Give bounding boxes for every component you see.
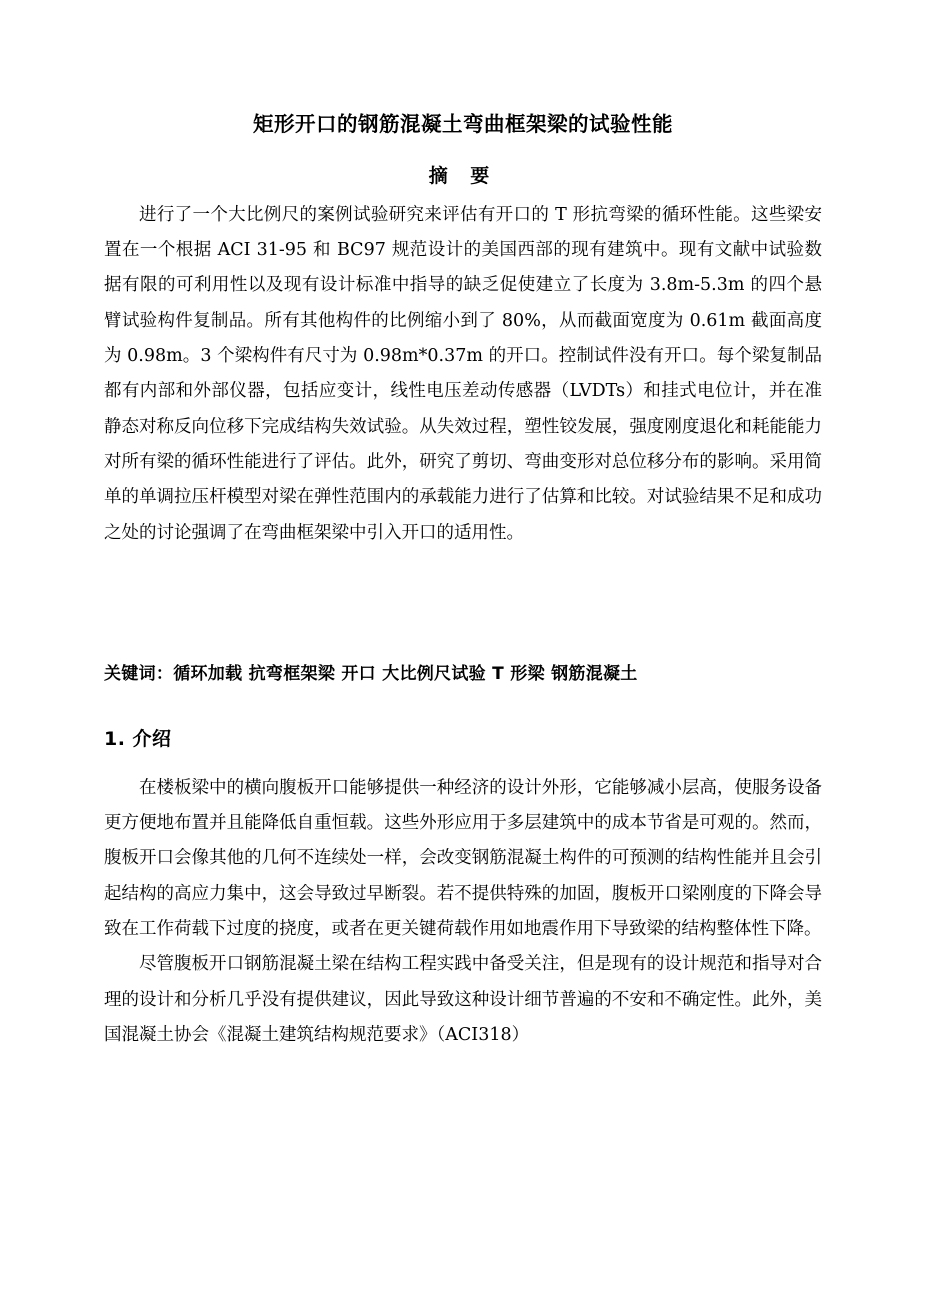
- abstract-heading: 摘 要: [428, 164, 498, 187]
- abstract-paragraph: 进行了一个大比例尺的案例试验研究来评估有开口的 T 形抗弯梁的循环性能。这些梁安置在一个根据 ACI 31-95 和 BC97 规范设计的美国西部的现有建筑中。现有文献中试验数据有限的可利用性以及现有设计标准中指导的缺乏促使建立了长度为 3.8m-5.3m 的四个悬臂试验构件复制品。所有其他构件的比例缩小到了 80%，从而截面宽度为 0.61m 截面高度为 0.98m。3 个梁构件有尺寸为 0.98m*0.37m 的开口。控制试件没有开口。每个梁复制品都有内部和外部仪器，包括应变计，线性电压差动传感器（LVDTs）和挂式电位计，并在准静态对称反向位移下完成结构失效试验。从失效过程，塑性铰发展，强度刚度退化和耗能能力对所有梁的循环性能进行了评估。此外，研究了剪切、弯曲变形对总位移分布的影响。采用简单的单调拉压杆模型对梁在弹性范围内的承载能力进行了估算和比较。对试验结果不足和成功之处的讨论强调了在弯曲框架梁中引入开口的适用性。: [104, 204, 822, 543]
- keywords-line: [104, 659, 822, 690]
- keywords-values: 循环加载 抗弯框架梁 开口 大比例尺试验 T 形梁 钢筋混凝土: [173, 664, 638, 685]
- page-title: 矩形开口的钢筋混凝土弯曲框架梁的试验性能: [253, 112, 673, 136]
- section-1-paragraph-2: 尽管腹板开口钢筋混凝土梁在结构工程实践中备受关注，但是现有的设计规范和指导对合理的设计和分析几乎没有提供建议，因此导致这种设计细节普遍的不安和不确定性。此外，美国混凝土协会《混凝土建筑结构规范要求》（ACI318）: [104, 954, 822, 1046]
- keywords-label: 关键词：: [104, 664, 174, 685]
- section-1-paragraph-1: 在楼板梁中的横向腹板开口能够提供一种经济的设计外形，它能够减小层高，使服务设备更方便地布置并且能降低自重恒载。这些外形应用于多层建筑中的成本节省是可观的。然而，腹板开口会像其他的几何不连续处一样，会改变钢筋混凝土构件的可预测的结构性能并且会引起结构的高应力集中，这会导致过早断裂。若不提供特殊的加固，腹板开口梁刚度的下降会导致在工作荷载下过度的挠度，或者在更关键荷载作用如地震作用下导致梁的结构整体性下降。: [104, 777, 822, 940]
- section-1-heading: 1. 介绍: [104, 727, 172, 750]
